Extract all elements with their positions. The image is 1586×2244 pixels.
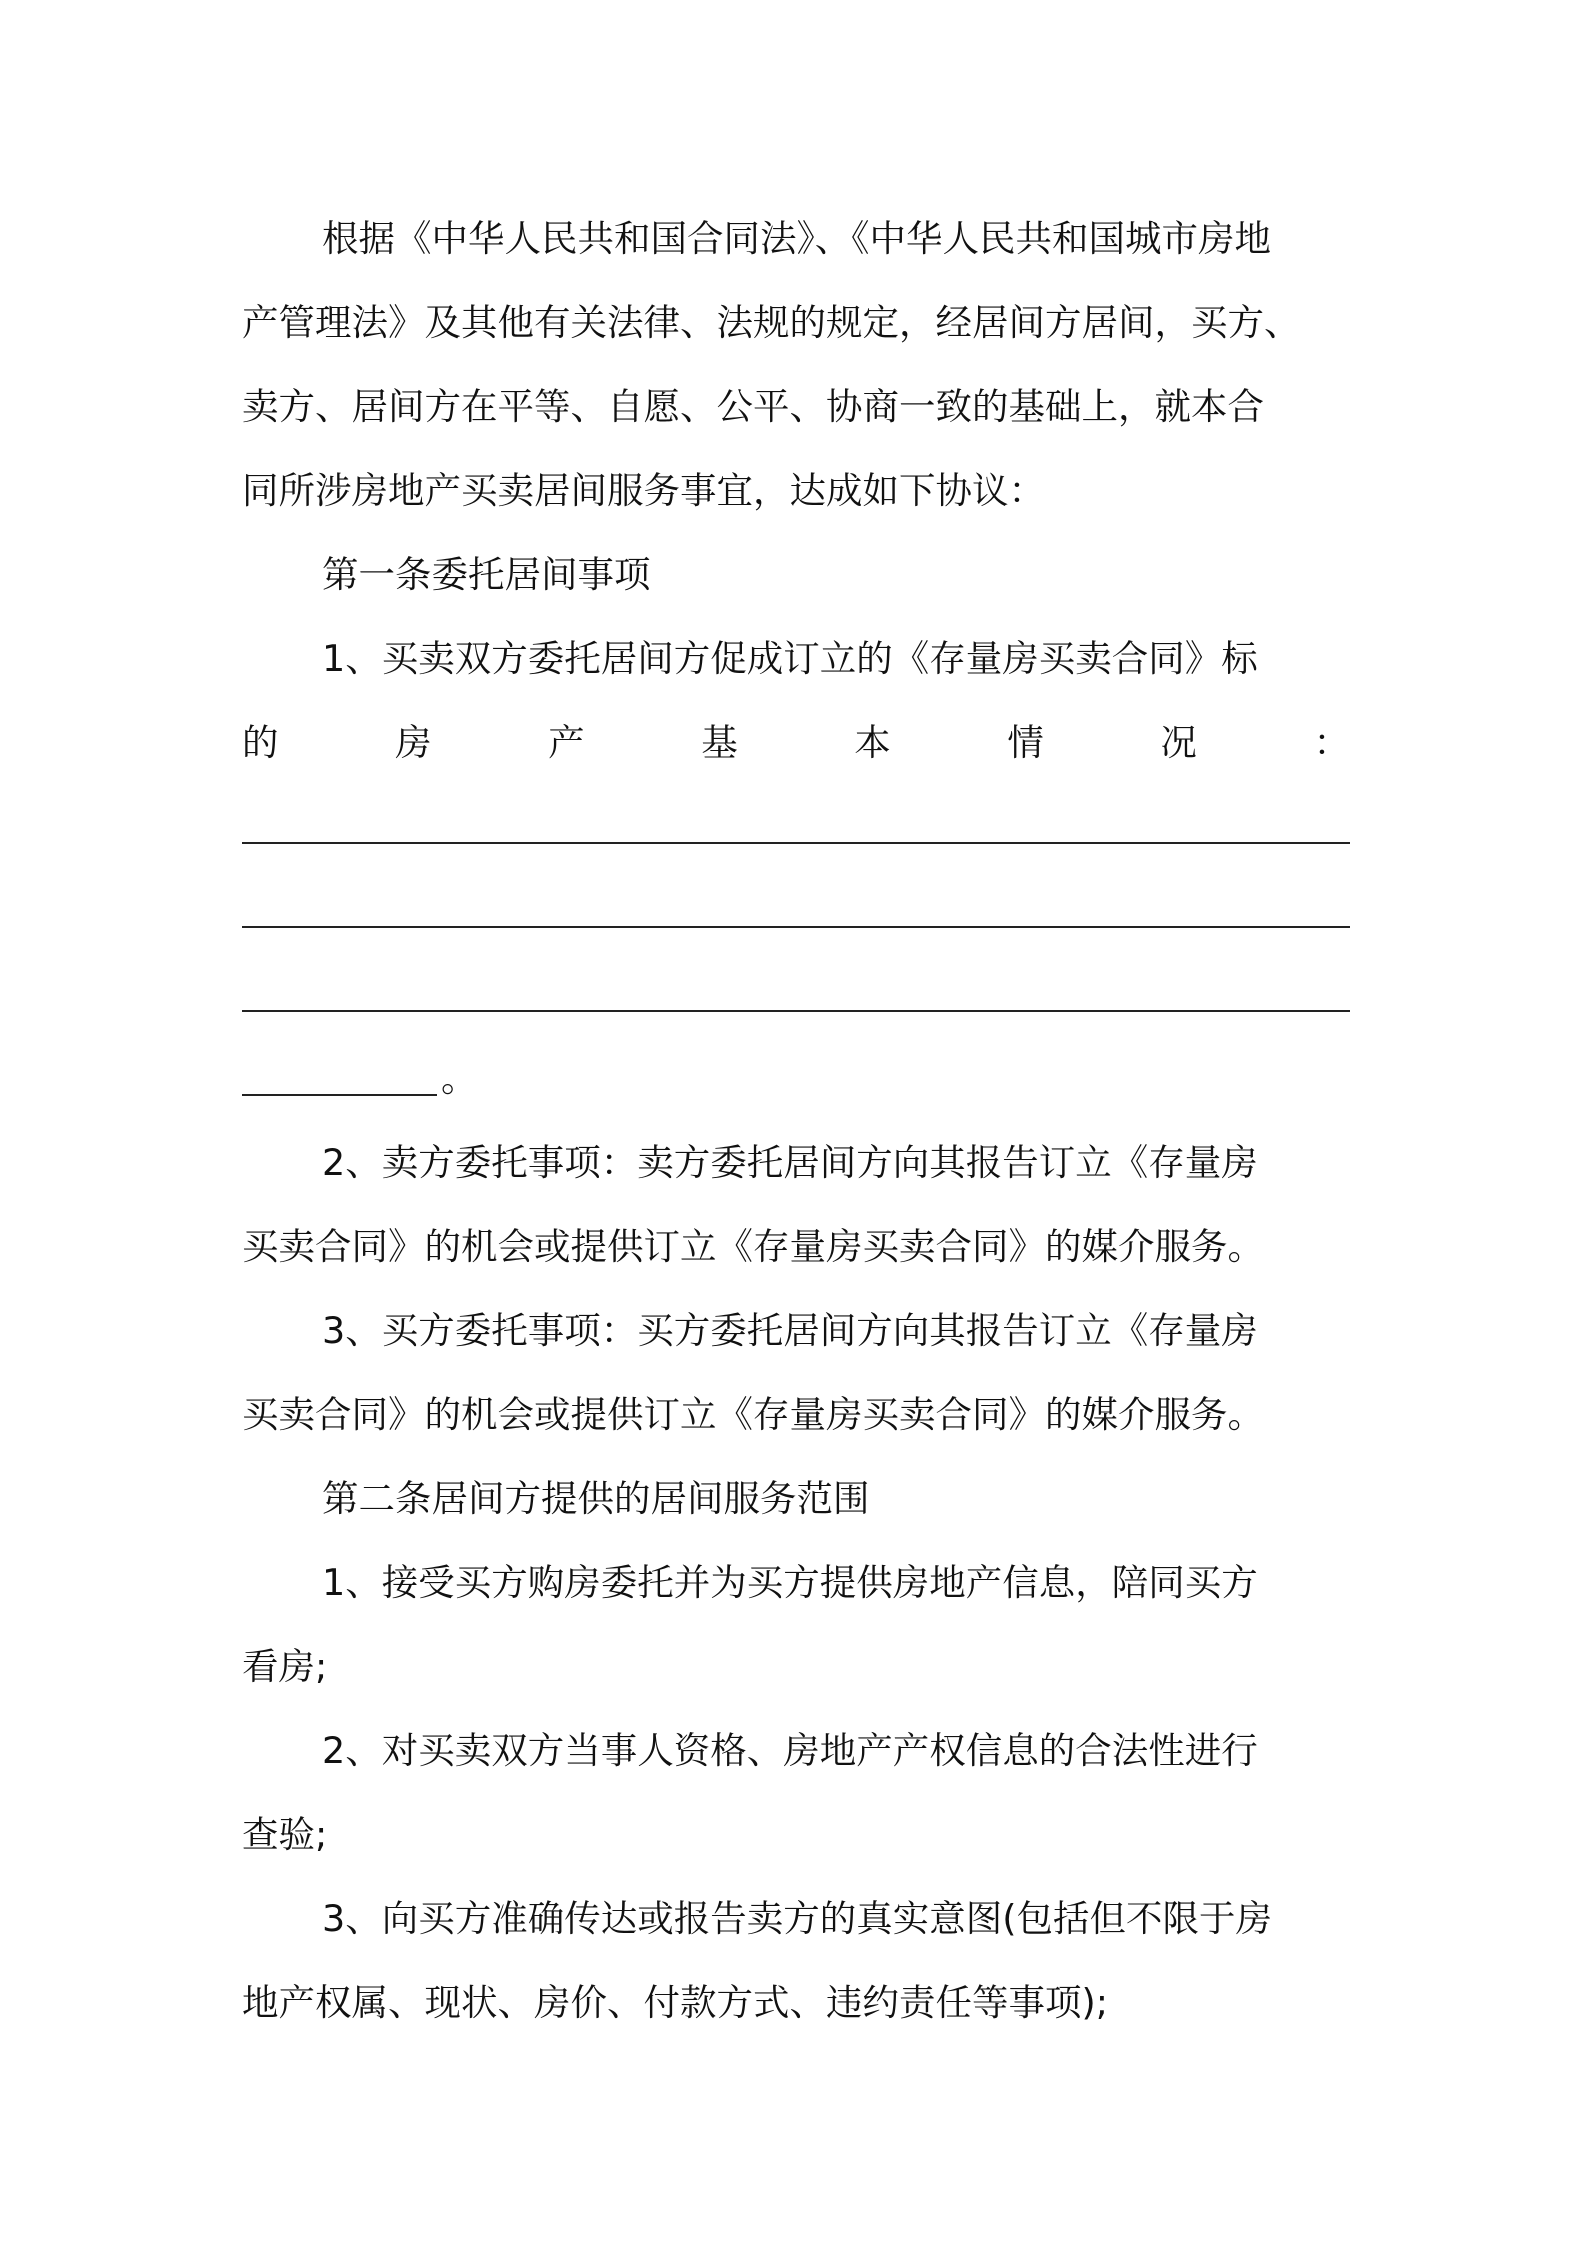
fill-in-blank-line bbox=[242, 785, 1350, 869]
blank-end-mark: 。 bbox=[441, 1057, 478, 1100]
paragraph-line: 查验; bbox=[242, 1813, 328, 1856]
justified-char: 房 bbox=[395, 721, 432, 764]
justified-char: 的 bbox=[242, 721, 279, 764]
paragraph-line: 1、接受买方购房委托并为买方提供房地产信息，陪同买方 bbox=[322, 1561, 1258, 1604]
justified-char: ： bbox=[1313, 721, 1350, 764]
paragraph-line: 买卖合同》的机会或提供订立《存量房买卖合同》的媒介服务。 bbox=[242, 1225, 1264, 1268]
paragraph-line: 看房; bbox=[242, 1645, 328, 1688]
paragraph-line: 3、向买方准确传达或报告卖方的真实意图(包括但不限于房 bbox=[322, 1897, 1272, 1940]
underline-rule bbox=[242, 1010, 1350, 1012]
article-heading-2: 第二条居间方提供的居间服务范围 bbox=[322, 1477, 870, 1520]
paragraph-line: 产管理法》及其他有关法律、法规的规定，经居间方居间，买方、 bbox=[242, 301, 1301, 344]
justified-char: 况 bbox=[1160, 721, 1197, 764]
paragraph-line: 卖方、居间方在平等、自愿、公平、协商一致的基础上，就本合 bbox=[242, 385, 1264, 428]
justified-char: 产 bbox=[548, 721, 585, 764]
paragraph-line: 2、对买卖双方当事人资格、房地产产权信息的合法性进行 bbox=[322, 1729, 1258, 1772]
document-page bbox=[242, 197, 1350, 2045]
paragraph-line: 买卖合同》的机会或提供订立《存量房买卖合同》的媒介服务。 bbox=[242, 1393, 1264, 1436]
fill-in-blank-line bbox=[242, 869, 1350, 953]
paragraph-line: 3、买方委托事项：买方委托居间方向其报告订立《存量房 bbox=[322, 1309, 1258, 1352]
underline-rule bbox=[242, 926, 1350, 928]
justified-char: 情 bbox=[1007, 721, 1044, 764]
paragraph-line: 2、卖方委托事项：卖方委托居间方向其报告订立《存量房 bbox=[322, 1141, 1258, 1184]
fill-in-blank-line bbox=[242, 953, 1350, 1037]
paragraph-line: 1、买卖双方委托居间方促成订立的《存量房买卖合同》标 bbox=[322, 637, 1258, 680]
justified-line bbox=[242, 701, 1350, 785]
paragraph-line: 地产权属、现状、房价、付款方式、违约责任等事项); bbox=[242, 1981, 1109, 2024]
fill-in-blank-line bbox=[242, 1037, 1350, 1121]
justified-char: 本 bbox=[854, 721, 891, 764]
article-heading-1: 第一条委托居间事项 bbox=[322, 553, 651, 596]
underline-rule bbox=[242, 1094, 437, 1096]
justified-char: 基 bbox=[701, 721, 738, 764]
underline-rule bbox=[242, 842, 1350, 844]
paragraph-line: 根据《中华人民共和国合同法》、《中华人民共和国城市房地 bbox=[322, 217, 1271, 260]
paragraph-line: 同所涉房地产买卖居间服务事宜，达成如下协议： bbox=[242, 469, 1045, 512]
